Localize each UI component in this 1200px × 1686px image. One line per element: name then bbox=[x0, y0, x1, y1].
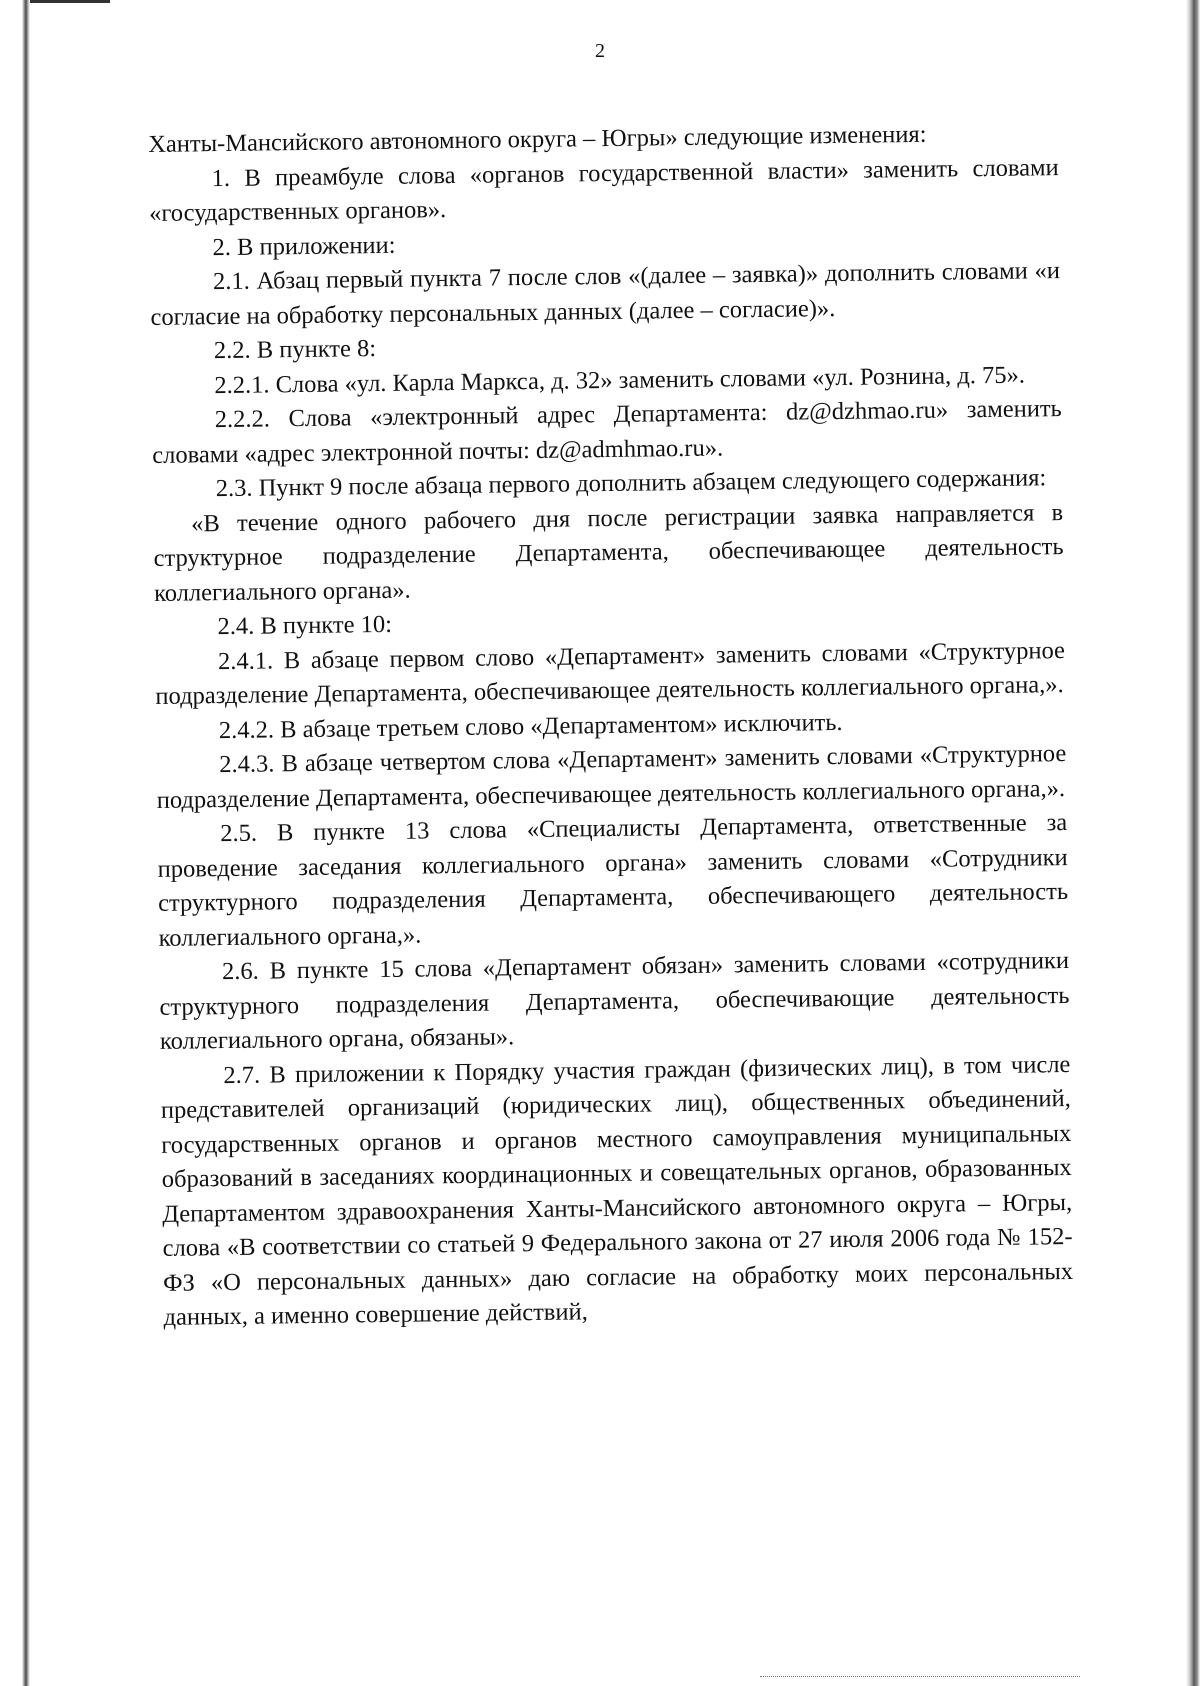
paragraph: 2.2.1. Слова «ул. Карла Маркса, д. 32» заменить словами «ул. Рознина, д. 75». bbox=[214, 361, 1026, 399]
paragraph: 1. В преамбуле слова «органов государственной власти» заменить словами «государственных органов». bbox=[148, 153, 1059, 227]
paragraph: 2.4.2. В абзаце третьем слово «Департаментом» исключить. bbox=[218, 708, 843, 744]
paragraph: 2.2.2. Слова «электронный адрес Департамента: dz@dzhmao.ru» заменить словами «адрес электронной почты: dz@admhmao.ru». bbox=[152, 395, 1062, 469]
scan-artifact-bottom bbox=[760, 1676, 1080, 1683]
paragraph: 2.4.3. В абзаце четвертом слова «Департамент» заменить словами «Структурное подразделение Департамента, обеспечивающее деятельность коллегиального органа,». bbox=[156, 740, 1067, 814]
paragraph: 2.6. В пункте 15 слова «Департамент обязан» заменить словами «сотрудники структурного подразделения Департамента, обеспечивающие деятельность коллегиального органа, обязаны». bbox=[159, 947, 1070, 1055]
paragraph: 2.4.1. В абзаце первом слово «Департамент» заменить словами «Структурное подразделение Департамента, обеспечивающее деятельность коллегиального органа,». bbox=[155, 636, 1066, 710]
paragraph: 2.2. В пункте 8: bbox=[213, 335, 377, 365]
page-number: 2 bbox=[595, 40, 605, 62]
paragraph: 2.7. В приложении к Порядку участия граждан (физических лиц), в том числе представителей организаций (юридических лиц), общественных объединений, государственных органов и органов местного самоуправления муниципальных образований в заседаниях координационных и совещательных органов, образованных Департаментом здравоохранения Ханты-Мансийского автономного округа – Югры, слова «В соответствии со статьей 9 Федерального закона от 27 июля 2006 года № 152-ФЗ «О персональных данных» даю согласие на обработку моих персональных данных, а именно совершение действий, bbox=[160, 1050, 1074, 1331]
paragraph: 2.1. Абзац первый пункта 7 после слов «(далее – заявка)» дополнить словами «и согласие на обработку персональных данных (далее – согласие)». bbox=[150, 257, 1061, 331]
paragraph: 2. В приложении: bbox=[212, 231, 396, 261]
document-body bbox=[148, 116, 1074, 1335]
paragraph: 2.3. Пункт 9 после абзаца первого дополнить абзацем следующего содержания: bbox=[215, 464, 1047, 503]
paragraph: 2.5. В пункте 13 слова «Специалисты Департамента, ответственные за проведение заседания коллегиального органа» заменить словами «Сотрудники структурного подразделения Департамента, обеспечивающего деятельность коллегиального органа,». bbox=[157, 809, 1069, 952]
scan-edge-left bbox=[0, 0, 30, 1686]
scan-edge-right bbox=[1186, 0, 1200, 1686]
paragraph: Ханты-Мансийского автономного округа – Югры» следующие изменения: bbox=[148, 120, 927, 158]
paragraph: «В течение одного рабочего дня после регистрации заявка направляется в структурное подразделение Департамента, обеспечивающее деятельность коллегиального органа». bbox=[153, 498, 1064, 607]
paragraph: 2.4. В пункте 10: bbox=[217, 610, 393, 641]
